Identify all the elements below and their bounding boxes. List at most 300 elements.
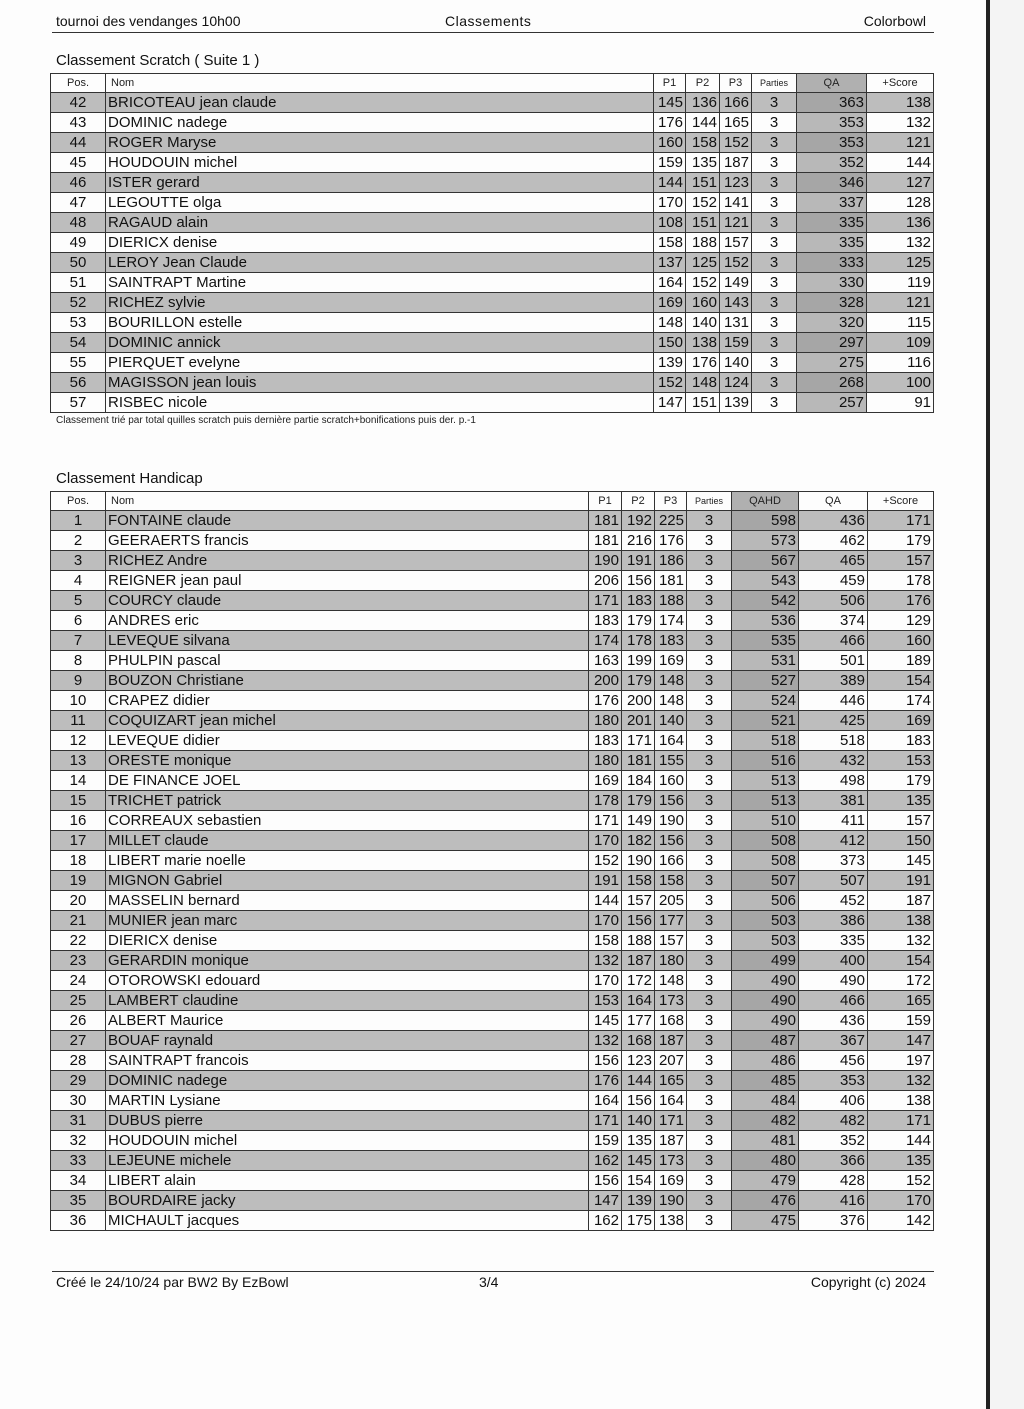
table-row <box>51 153 934 173</box>
rank-position: 32 <box>51 1131 106 1151</box>
score-cell: 123 <box>720 173 752 193</box>
score-cell: 145 <box>622 1151 655 1171</box>
table-row <box>51 511 934 531</box>
score-cell: 432 <box>799 751 868 771</box>
score-cell: 148 <box>686 373 720 393</box>
table-row <box>51 1091 934 1111</box>
player-name: MICHAULT jacques <box>106 1211 589 1231</box>
score-cell: 144 <box>654 173 686 193</box>
score-cell: 3 <box>687 1131 732 1151</box>
rank-position: 15 <box>51 791 106 811</box>
player-name: PIERQUET evelyne <box>106 353 654 373</box>
table-row <box>51 971 934 991</box>
score-cell: 154 <box>868 951 934 971</box>
score-cell: 132 <box>868 931 934 951</box>
score-cell: 160 <box>654 133 686 153</box>
player-name: RISBEC nicole <box>106 393 654 413</box>
score-cell: 139 <box>654 353 686 373</box>
score-cell: 3 <box>687 711 732 731</box>
score-cell: 542 <box>732 591 799 611</box>
score-cell: 3 <box>752 153 797 173</box>
score-cell: 148 <box>655 691 687 711</box>
document-title: Classements <box>445 13 532 29</box>
score-cell: 3 <box>687 511 732 531</box>
score-cell: 190 <box>655 1191 687 1211</box>
table-row <box>51 991 934 1011</box>
score-cell: 176 <box>686 353 720 373</box>
column-header: P1 <box>654 74 686 93</box>
player-name: DOMINIC nadege <box>106 1071 589 1091</box>
player-name: DIERICX denise <box>106 233 654 253</box>
score-cell: 490 <box>732 991 799 1011</box>
player-name: TRICHET patrick <box>106 791 589 811</box>
score-cell: 191 <box>868 871 934 891</box>
rank-position: 8 <box>51 651 106 671</box>
score-cell: 188 <box>686 233 720 253</box>
score-cell: 346 <box>797 173 867 193</box>
score-cell: 3 <box>687 1151 732 1171</box>
score-cell: 160 <box>868 631 934 651</box>
table-row <box>51 791 934 811</box>
score-cell: 180 <box>589 751 622 771</box>
rank-position: 4 <box>51 571 106 591</box>
table-row <box>51 133 934 153</box>
rank-position: 50 <box>51 253 106 273</box>
score-cell: 501 <box>799 651 868 671</box>
table-row <box>51 731 934 751</box>
table-row <box>51 173 934 193</box>
rank-position: 13 <box>51 751 106 771</box>
score-cell: 149 <box>622 811 655 831</box>
score-cell: 201 <box>622 711 655 731</box>
table-row <box>51 1191 934 1211</box>
score-cell: 190 <box>655 811 687 831</box>
score-cell: 132 <box>589 1031 622 1051</box>
table-row <box>51 213 934 233</box>
rank-position: 17 <box>51 831 106 851</box>
table-row <box>51 353 934 373</box>
score-cell: 172 <box>622 971 655 991</box>
score-cell: 352 <box>797 153 867 173</box>
player-name: MASSELIN bernard <box>106 891 589 911</box>
score-cell: 3 <box>687 791 732 811</box>
score-cell: 128 <box>867 193 934 213</box>
score-cell: 466 <box>799 991 868 1011</box>
rank-position: 9 <box>51 671 106 691</box>
score-cell: 115 <box>867 313 934 333</box>
score-cell: 411 <box>799 811 868 831</box>
score-cell: 3 <box>687 1031 732 1051</box>
score-cell: 139 <box>622 1191 655 1211</box>
score-cell: 3 <box>687 971 732 991</box>
score-cell: 151 <box>686 393 720 413</box>
player-name: LEVEQUE silvana <box>106 631 589 651</box>
score-cell: 524 <box>732 691 799 711</box>
rank-position: 33 <box>51 1151 106 1171</box>
column-header: P1 <box>589 492 622 511</box>
score-cell: 170 <box>868 1191 934 1211</box>
score-cell: 3 <box>752 313 797 333</box>
column-header: Parties <box>752 74 797 93</box>
column-header: +Score <box>867 74 934 93</box>
score-cell: 157 <box>868 551 934 571</box>
table-row <box>51 1071 934 1091</box>
player-name: MILLET claude <box>106 831 589 851</box>
score-cell: 187 <box>622 951 655 971</box>
score-cell: 121 <box>867 133 934 153</box>
rank-position: 57 <box>51 393 106 413</box>
score-cell: 164 <box>655 1091 687 1111</box>
player-name: ALBERT Maurice <box>106 1011 589 1031</box>
score-cell: 121 <box>720 213 752 233</box>
score-cell: 3 <box>687 751 732 771</box>
score-cell: 436 <box>799 511 868 531</box>
score-cell: 352 <box>799 1131 868 1151</box>
table-row <box>51 711 934 731</box>
score-cell: 189 <box>868 651 934 671</box>
table-row <box>51 571 934 591</box>
score-cell: 176 <box>868 591 934 611</box>
score-cell: 154 <box>622 1171 655 1191</box>
rank-position: 29 <box>51 1071 106 1091</box>
score-cell: 531 <box>732 651 799 671</box>
table-row <box>51 193 934 213</box>
score-cell: 482 <box>732 1111 799 1131</box>
score-cell: 142 <box>868 1211 934 1231</box>
column-header: P3 <box>720 74 752 93</box>
rank-position: 22 <box>51 931 106 951</box>
score-cell: 164 <box>655 731 687 751</box>
player-name: REIGNER jean paul <box>106 571 589 591</box>
score-cell: 3 <box>687 1051 732 1071</box>
player-name: MUNIER jean marc <box>106 911 589 931</box>
score-cell: 3 <box>687 991 732 1011</box>
score-cell: 165 <box>868 991 934 1011</box>
score-cell: 465 <box>799 551 868 571</box>
score-cell: 152 <box>589 851 622 871</box>
score-cell: 518 <box>799 731 868 751</box>
score-cell: 170 <box>654 193 686 213</box>
player-name: MIGNON Gabriel <box>106 871 589 891</box>
table-row <box>51 831 934 851</box>
score-cell: 567 <box>732 551 799 571</box>
score-cell: 518 <box>732 731 799 751</box>
score-cell: 3 <box>752 113 797 133</box>
score-cell: 183 <box>868 731 934 751</box>
player-name: COURCY claude <box>106 591 589 611</box>
player-name: LIBERT alain <box>106 1171 589 1191</box>
score-cell: 535 <box>732 631 799 651</box>
score-cell: 3 <box>687 551 732 571</box>
score-cell: 3 <box>687 871 732 891</box>
score-cell: 183 <box>655 631 687 651</box>
score-cell: 174 <box>868 691 934 711</box>
score-cell: 3 <box>687 671 732 691</box>
score-cell: 132 <box>867 113 934 133</box>
score-cell: 485 <box>732 1071 799 1091</box>
score-cell: 173 <box>655 991 687 1011</box>
player-name: GEERAERTS francis <box>106 531 589 551</box>
rank-position: 35 <box>51 1191 106 1211</box>
player-name: PHULPIN pascal <box>106 651 589 671</box>
score-cell: 482 <box>799 1111 868 1131</box>
score-cell: 169 <box>868 711 934 731</box>
table-row <box>51 671 934 691</box>
score-cell: 353 <box>797 113 867 133</box>
score-cell: 136 <box>686 93 720 113</box>
score-cell: 144 <box>867 153 934 173</box>
player-name: DE FINANCE JOEL <box>106 771 589 791</box>
table-row <box>51 1031 934 1051</box>
score-cell: 206 <box>589 571 622 591</box>
score-cell: 3 <box>687 891 732 911</box>
player-name: SAINTRAPT Martine <box>106 273 654 293</box>
rank-position: 55 <box>51 353 106 373</box>
score-cell: 3 <box>687 1011 732 1031</box>
score-cell: 335 <box>799 931 868 951</box>
score-cell: 3 <box>752 273 797 293</box>
score-cell: 127 <box>867 173 934 193</box>
score-cell: 129 <box>868 611 934 631</box>
player-name: BOUAF raynald <box>106 1031 589 1051</box>
rank-position: 6 <box>51 611 106 631</box>
table-row <box>51 313 934 333</box>
table-row <box>51 651 934 671</box>
table-row <box>51 871 934 891</box>
player-name: BOURILLON estelle <box>106 313 654 333</box>
rank-position: 30 <box>51 1091 106 1111</box>
score-cell: 191 <box>589 871 622 891</box>
score-cell: 148 <box>654 313 686 333</box>
score-cell: 183 <box>589 611 622 631</box>
score-cell: 159 <box>720 333 752 353</box>
score-cell: 116 <box>867 353 934 373</box>
score-cell: 476 <box>732 1191 799 1211</box>
column-header: P2 <box>686 74 720 93</box>
score-cell: 137 <box>654 253 686 273</box>
score-cell: 159 <box>868 1011 934 1031</box>
score-cell: 181 <box>655 571 687 591</box>
score-cell: 156 <box>622 911 655 931</box>
score-cell: 328 <box>797 293 867 313</box>
score-cell: 503 <box>732 911 799 931</box>
score-cell: 516 <box>732 751 799 771</box>
score-cell: 3 <box>752 373 797 393</box>
rank-position: 43 <box>51 113 106 133</box>
table-row <box>51 631 934 651</box>
score-cell: 132 <box>868 1071 934 1091</box>
score-cell: 187 <box>655 1031 687 1051</box>
score-cell: 162 <box>589 1211 622 1231</box>
score-cell: 268 <box>797 373 867 393</box>
score-cell: 174 <box>589 631 622 651</box>
score-cell: 498 <box>799 771 868 791</box>
score-cell: 510 <box>732 811 799 831</box>
table-row <box>51 811 934 831</box>
score-cell: 275 <box>797 353 867 373</box>
handicap-table <box>50 491 934 1231</box>
score-cell: 150 <box>868 831 934 851</box>
player-name: ROGER Maryse <box>106 133 654 153</box>
rank-position: 54 <box>51 333 106 353</box>
score-cell: 507 <box>799 871 868 891</box>
score-cell: 165 <box>655 1071 687 1091</box>
score-cell: 152 <box>720 133 752 153</box>
score-cell: 3 <box>687 1211 732 1231</box>
score-cell: 145 <box>868 851 934 871</box>
score-cell: 3 <box>687 611 732 631</box>
score-cell: 179 <box>622 671 655 691</box>
score-cell: 168 <box>622 1031 655 1051</box>
player-name: LEJEUNE michele <box>106 1151 589 1171</box>
score-cell: 157 <box>868 811 934 831</box>
column-header: Parties <box>687 492 732 511</box>
player-name: ORESTE monique <box>106 751 589 771</box>
score-cell: 363 <box>797 93 867 113</box>
score-cell: 173 <box>655 1151 687 1171</box>
column-header: Pos. <box>51 74 106 93</box>
page-footer <box>52 1271 934 1294</box>
score-cell: 168 <box>655 1011 687 1031</box>
score-cell: 486 <box>732 1051 799 1071</box>
column-header: +Score <box>868 492 934 511</box>
score-cell: 170 <box>589 911 622 931</box>
column-header: P2 <box>622 492 655 511</box>
rank-position: 49 <box>51 233 106 253</box>
score-cell: 335 <box>797 213 867 233</box>
score-cell: 320 <box>797 313 867 333</box>
score-cell: 135 <box>622 1131 655 1151</box>
score-cell: 3 <box>752 213 797 233</box>
rank-position: 26 <box>51 1011 106 1031</box>
score-cell: 527 <box>732 671 799 691</box>
column-header: Nom <box>106 492 589 511</box>
player-name: FONTAINE claude <box>106 511 589 531</box>
player-name: GERARDIN monique <box>106 951 589 971</box>
rank-position: 11 <box>51 711 106 731</box>
player-name: LEVEQUE didier <box>106 731 589 751</box>
column-header: QAHD <box>732 492 799 511</box>
score-cell: 508 <box>732 851 799 871</box>
page-number: 3/4 <box>479 1274 499 1290</box>
score-cell: 176 <box>589 691 622 711</box>
rank-position: 52 <box>51 293 106 313</box>
score-cell: 507 <box>732 871 799 891</box>
score-cell: 148 <box>655 971 687 991</box>
score-cell: 169 <box>655 1171 687 1191</box>
score-cell: 171 <box>589 1111 622 1131</box>
table-row <box>51 931 934 951</box>
handicap-title: Classement Handicap <box>56 470 203 487</box>
score-cell: 416 <box>799 1191 868 1211</box>
score-cell: 147 <box>654 393 686 413</box>
score-cell: 108 <box>654 213 686 233</box>
score-cell: 333 <box>797 253 867 273</box>
score-cell: 139 <box>720 393 752 413</box>
score-cell: 158 <box>655 871 687 891</box>
player-name: ANDRES eric <box>106 611 589 631</box>
rank-position: 27 <box>51 1031 106 1051</box>
score-cell: 428 <box>799 1171 868 1191</box>
score-cell: 163 <box>589 651 622 671</box>
score-cell: 490 <box>799 971 868 991</box>
score-cell: 132 <box>867 233 934 253</box>
player-name: OTOROWSKI edouard <box>106 971 589 991</box>
score-cell: 366 <box>799 1151 868 1171</box>
rank-position: 20 <box>51 891 106 911</box>
score-cell: 481 <box>732 1131 799 1151</box>
score-cell: 172 <box>868 971 934 991</box>
page-header <box>52 10 934 33</box>
score-cell: 144 <box>622 1071 655 1091</box>
bowling-center: Colorbowl <box>863 13 926 29</box>
player-name: DOMINIC annick <box>106 333 654 353</box>
score-cell: 176 <box>589 1071 622 1091</box>
score-cell: 190 <box>622 851 655 871</box>
rank-position: 14 <box>51 771 106 791</box>
rank-position: 46 <box>51 173 106 193</box>
table-row <box>51 1131 934 1151</box>
score-cell: 176 <box>655 531 687 551</box>
score-cell: 3 <box>687 831 732 851</box>
rank-position: 51 <box>51 273 106 293</box>
rank-position: 21 <box>51 911 106 931</box>
score-cell: 479 <box>732 1171 799 1191</box>
score-cell: 3 <box>752 293 797 313</box>
rank-position: 3 <box>51 551 106 571</box>
score-cell: 140 <box>655 711 687 731</box>
score-cell: 149 <box>720 273 752 293</box>
score-cell: 151 <box>686 173 720 193</box>
score-cell: 475 <box>732 1211 799 1231</box>
scratch-title: Classement Scratch ( Suite 1 ) <box>56 52 260 69</box>
player-name: BOUZON Christiane <box>106 671 589 691</box>
score-cell: 177 <box>655 911 687 931</box>
score-cell: 3 <box>687 1091 732 1111</box>
score-cell: 125 <box>686 253 720 273</box>
table-row <box>51 851 934 871</box>
score-cell: 425 <box>799 711 868 731</box>
score-cell: 121 <box>867 293 934 313</box>
score-cell: 3 <box>687 931 732 951</box>
score-cell: 521 <box>732 711 799 731</box>
score-cell: 257 <box>797 393 867 413</box>
score-cell: 145 <box>654 93 686 113</box>
score-cell: 191 <box>622 551 655 571</box>
score-cell: 179 <box>868 771 934 791</box>
score-cell: 156 <box>622 1091 655 1111</box>
score-cell: 197 <box>868 1051 934 1071</box>
player-name: CRAPEZ didier <box>106 691 589 711</box>
score-cell: 386 <box>799 911 868 931</box>
score-cell: 3 <box>687 591 732 611</box>
score-cell: 156 <box>622 571 655 591</box>
score-cell: 170 <box>589 971 622 991</box>
score-cell: 148 <box>655 671 687 691</box>
score-cell: 144 <box>589 891 622 911</box>
score-cell: 152 <box>868 1171 934 1191</box>
score-cell: 132 <box>589 951 622 971</box>
table-row <box>51 691 934 711</box>
table-row <box>51 1011 934 1031</box>
score-cell: 171 <box>589 811 622 831</box>
score-cell: 508 <box>732 831 799 851</box>
player-name: HOUDOUIN michel <box>106 153 654 173</box>
creation-info: Créé le 24/10/24 par BW2 By EzBowl <box>56 1274 289 1290</box>
table-row <box>51 1051 934 1071</box>
table-row <box>51 1171 934 1191</box>
score-cell: 91 <box>867 393 934 413</box>
